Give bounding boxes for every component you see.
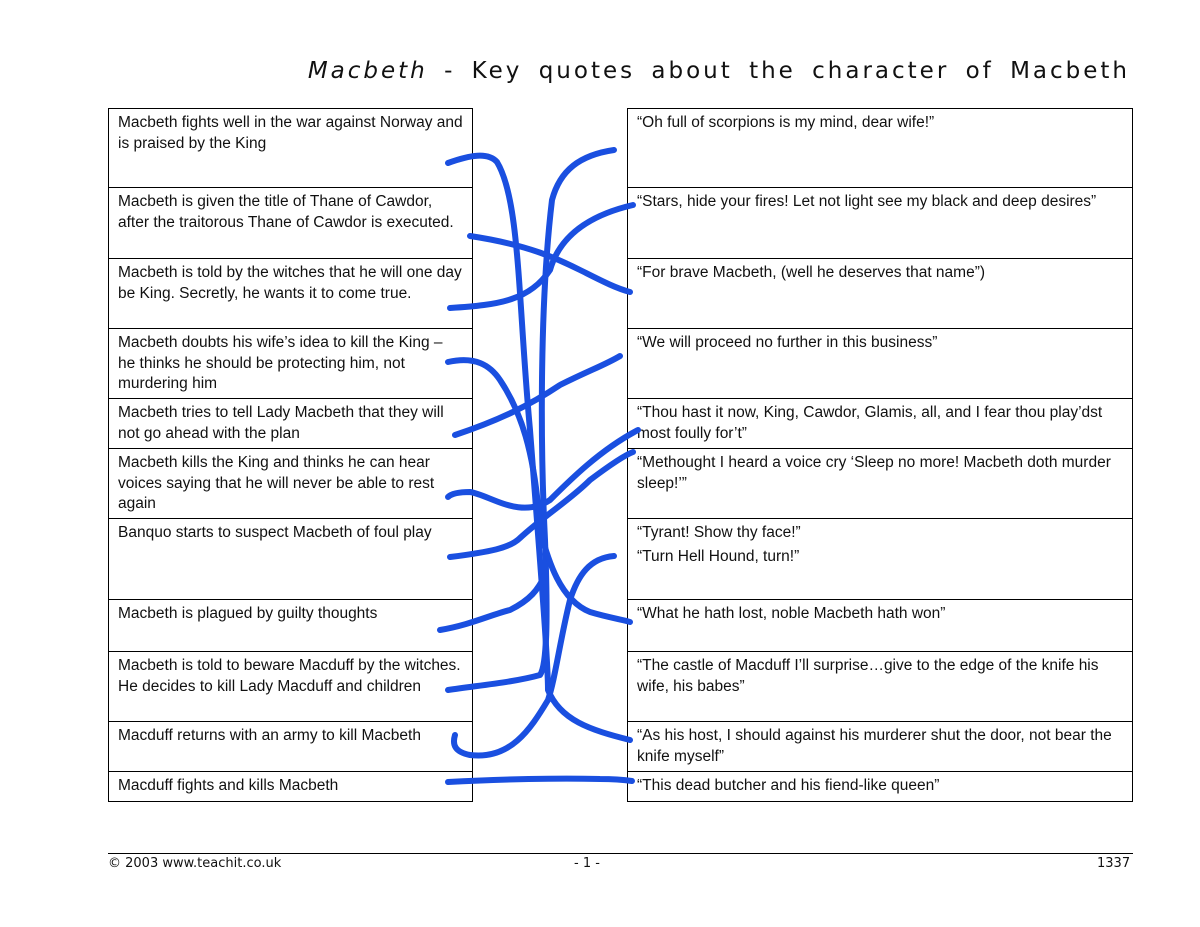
event-text: Macbeth doubts his wife’s idea to kill the King – he thinks he should be protecting him, not murdering him	[118, 334, 443, 392]
quotes-column	[627, 108, 1133, 802]
event-cell	[109, 259, 472, 329]
quote-text: “Stars, hide your fires! Let not light see my black and deep desires”	[637, 193, 1097, 210]
match-line	[450, 452, 633, 557]
quote-cell	[628, 109, 1132, 188]
footer-page-number: - 1 -	[574, 856, 600, 871]
quote-cell	[628, 399, 1132, 449]
quote-text: “Turn Hell Hound, turn!”	[637, 547, 800, 565]
match-line	[448, 779, 632, 782]
quote-text: “Oh full of scorpions is my mind, dear wife!”	[637, 114, 935, 131]
quote-text: “What he hath lost, noble Macbeth hath won”	[637, 605, 946, 622]
event-cell	[109, 722, 472, 772]
match-line	[470, 236, 630, 292]
footer-code: 1337	[1097, 856, 1131, 871]
quote-text: “As his host, I should against his murderer shut the door, not bear the knife myself”	[637, 727, 1112, 765]
quote-cell	[628, 652, 1132, 722]
quote-cell	[628, 600, 1132, 652]
footer-rule	[108, 853, 1133, 854]
footer-copyright: © 2003 www.teachit.co.uk	[108, 856, 282, 871]
event-text: Banquo starts to suspect Macbeth of foul play	[118, 524, 432, 541]
quote-cell	[628, 449, 1132, 519]
quote-cell	[628, 772, 1132, 802]
event-cell	[109, 449, 472, 519]
match-line	[448, 360, 630, 622]
event-cell	[109, 109, 472, 188]
quote-text: “Methought I heard a voice cry ‘Sleep no more! Macbeth doth murder sleep!’”	[637, 454, 1111, 492]
quote-cell	[628, 329, 1132, 399]
event-text: Macduff returns with an army to kill Macbeth	[118, 727, 421, 744]
event-cell	[109, 329, 472, 399]
event-cell	[109, 399, 472, 449]
match-line	[455, 356, 620, 435]
page-title: Macbeth - Key quotes about the character of Macbeth	[307, 58, 1130, 84]
quote-text: “Thou hast it now, King, Cawdor, Glamis, all, and I fear thou play’dst most foully for’t”	[637, 404, 1103, 442]
quote-text: “This dead butcher and his fiend-like queen”	[637, 777, 940, 794]
quote-text: “Tyrant! Show thy face!”	[637, 524, 801, 541]
match-line	[450, 205, 633, 308]
event-text: Macbeth fights well in the war against Norway and is praised by the King	[118, 114, 463, 152]
event-text: Macbeth is plagued by guilty thoughts	[118, 605, 378, 622]
event-text: Macduff fights and kills Macbeth	[118, 777, 339, 794]
quote-text: “We will proceed no further in this business”	[637, 334, 938, 351]
quote-text: “For brave Macbeth, (well he deserves that name”)	[637, 264, 986, 281]
event-text: Macbeth is given the title of Thane of Cawdor, after the traitorous Thane of Cawdor is executed.	[118, 193, 454, 231]
event-cell	[109, 519, 472, 600]
quote-cell	[628, 259, 1132, 329]
quote-text: “The castle of Macduff I’ll surprise…give to the edge of the knife his wife, his babes”	[637, 657, 1099, 695]
match-line	[448, 430, 638, 508]
match-line	[454, 556, 614, 756]
event-text: Macbeth tries to tell Lady Macbeth that they will not go ahead with the plan	[118, 404, 444, 442]
quote-cell	[628, 188, 1132, 259]
events-column	[108, 108, 473, 802]
quote-cell	[628, 519, 1132, 600]
event-cell	[109, 772, 472, 802]
event-cell	[109, 600, 472, 652]
match-line	[448, 156, 630, 740]
event-text: Macbeth kills the King and thinks he can hear voices saying that he will never be able to rest again	[118, 454, 435, 512]
event-text: Macbeth is told by the witches that he will one day be King. Secretly, he wants it to come true.	[118, 264, 462, 302]
quote-cell	[628, 722, 1132, 772]
event-cell	[109, 188, 472, 259]
event-cell	[109, 652, 472, 722]
event-text: Macbeth is told to beware Macduff by the witches. He decides to kill Lady Macduff and children	[118, 657, 461, 695]
